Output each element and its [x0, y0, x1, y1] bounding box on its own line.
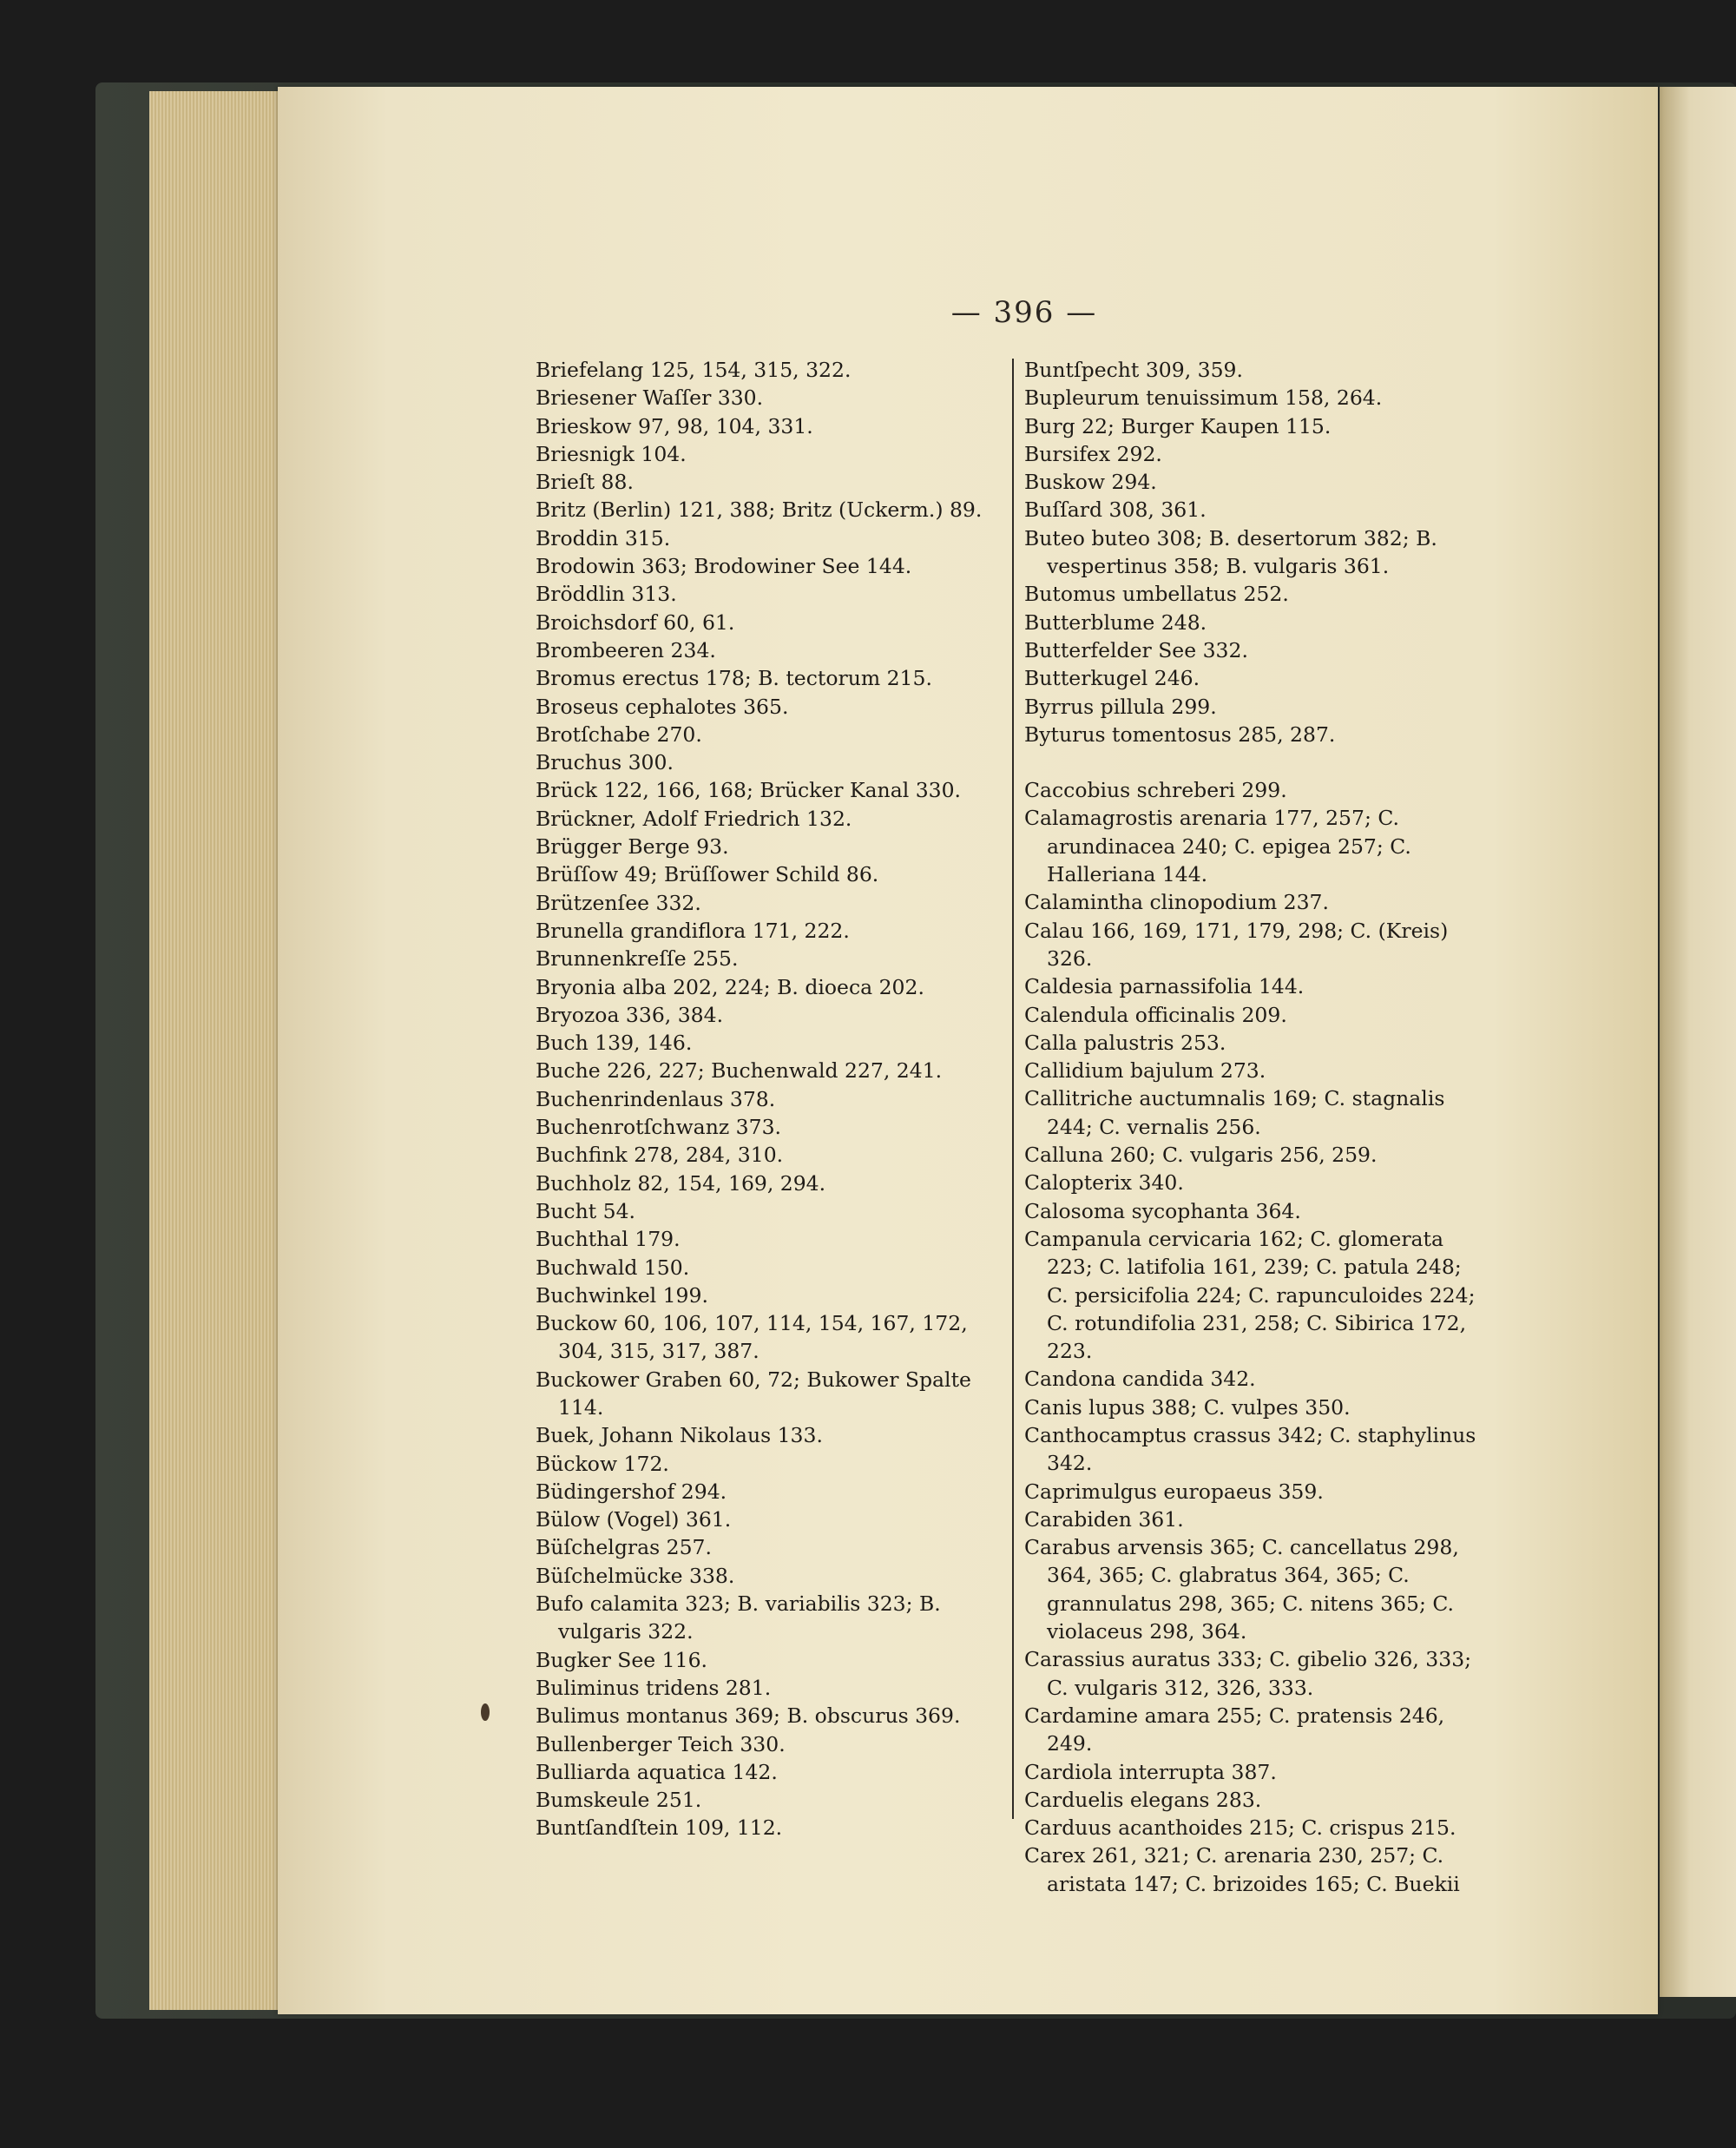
index-entry: Calamagrostis arenaria 177, 257; C. arundinacea 240; C. epigea 257; C. Halleriana 144.	[1024, 806, 1411, 887]
index-entry: Calluna 260; C. vulgaris 256, 259.	[1024, 1143, 1378, 1168]
index-entry: Butterblume 248.	[1024, 609, 1207, 635]
index-entry: Brieskow 97, 98, 104, 331.	[536, 413, 813, 438]
index-entry: Callitriche auctumnalis 169; C. stagnalis 244; C. vernalis 256.	[1024, 1086, 1445, 1139]
index-entry: Buteo buteo 308; B. desertorum 382; B. vespertinus 358; B. vulgaris 361.	[1024, 525, 1437, 579]
index-entry: Carex 261, 321; C. arenaria 230, 257; C. aristata 147; C. brizoides 165; C. Buekii	[1024, 1843, 1460, 1896]
index-entry: Buntſpecht 309, 359.	[1024, 358, 1243, 382]
index-entry: Buliminus tridens 281.	[536, 1675, 772, 1700]
column-divider	[1012, 359, 1014, 1819]
index-entry: Bufo calamita 323; B. variabilis 323; B. vulgaris 322.	[536, 1591, 941, 1644]
index-entry: Brunnenkreſſe 255.	[536, 946, 739, 972]
page-edges	[149, 91, 288, 2010]
index-entry: Bullenberger Teich 330.	[536, 1731, 786, 1756]
index-entry: Cardiola interrupta 387.	[1024, 1759, 1277, 1784]
index-entry: Canthocamptus crassus 342; C. staphylinus 342.	[1024, 1422, 1476, 1476]
index-entry: Buchholz 82, 154, 169, 294.	[536, 1170, 826, 1196]
index-entry: Bryozoa 336, 384.	[536, 1002, 724, 1027]
index-entry: Buchwald 150.	[536, 1255, 690, 1280]
index-entry: Butterfelder See 332.	[1024, 637, 1248, 662]
index-entry: Caprimulgus europaeus 359.	[1024, 1479, 1324, 1504]
index-entry: Buek, Johann Nikolaus 133.	[536, 1423, 823, 1448]
page-number: — 396 —	[950, 295, 1098, 330]
index-entry: Buchenrotſchwanz 373.	[536, 1115, 781, 1140]
index-entry: Brützenſee 332.	[536, 890, 701, 915]
index-entry: Brunella grandiflora 171, 222.	[536, 918, 850, 943]
index-entry: Buch 139, 146.	[536, 1031, 693, 1056]
index-entry: Cardamine amara 255; C. pratensis 246, 249.	[1024, 1703, 1445, 1756]
index-entry: Bulimus montanus 369; B. obscurus 369.	[536, 1703, 961, 1729]
index-entry: Britz (Berlin) 121, 388; Britz (Uckerm.) 89.	[536, 497, 983, 523]
index-entry: Buskow 294.	[1024, 470, 1157, 495]
index-entry: Büdingershof 294.	[536, 1479, 727, 1504]
index-entry: Brotſchabe 270.	[536, 721, 702, 747]
index-entry: Buntſandſtein 109, 112.	[536, 1815, 783, 1841]
ink-blot	[481, 1703, 490, 1721]
index-entry: Candona candida 342.	[1024, 1367, 1256, 1392]
index-entry: Canis lupus 388; C. vulpes 350.	[1024, 1394, 1351, 1420]
index-entry: Buckow 60, 106, 107, 114, 154, 167, 172, 304, 315, 317, 387.	[536, 1311, 968, 1364]
index-entry: Briefelang 125, 154, 315, 322.	[536, 358, 852, 382]
index-entry: Buſſard 308, 361.	[1024, 497, 1207, 523]
index-entry: Bursifex 292.	[1024, 441, 1162, 466]
index-entry: Calau 166, 169, 171, 179, 298; C. (Kreis) 326.	[1024, 918, 1449, 971]
index-entry: Caldesia parnassifolia 144.	[1024, 974, 1305, 999]
index-entry: Bückow 172.	[536, 1451, 669, 1476]
index-entry: Calamintha clinopodium 237.	[1024, 890, 1329, 915]
index-entry: Brück 122, 166, 168; Brücker Kanal 330.	[536, 778, 962, 803]
index-entry: Carabiden 361.	[1024, 1506, 1184, 1532]
index-entry: Briesener Waſſer 330.	[536, 385, 764, 411]
index-entry: Buchwinkel 199.	[536, 1282, 708, 1308]
index-entry: Brieſt 88.	[536, 470, 634, 495]
index-entry: Byturus tomentosus 285, 287.	[1024, 721, 1336, 747]
index-entry: Brügger Berge 93.	[536, 834, 729, 860]
index-entry: Butterkugel 246.	[1024, 666, 1200, 691]
index-entry: Buckower Graben 60, 72; Bukower Spalte 114.	[536, 1367, 971, 1420]
index-entry: Bucht 54.	[536, 1198, 635, 1223]
index-entry: Brodowin 363; Brodowiner See 144.	[536, 554, 912, 579]
index-entry: Calopterix 340.	[1024, 1170, 1184, 1196]
index-entry: Bupleurum tenuissimum 158, 264.	[1024, 385, 1383, 411]
facing-page-edge	[1660, 87, 1736, 1997]
index-entry: Bryonia alba 202, 224; B. dioeca 202.	[536, 974, 924, 999]
index-entry: Brüſſow 49; Brüſſower Schild 86.	[536, 862, 879, 887]
index-entry: Byrrus pillula 299.	[1024, 694, 1217, 719]
index-entry: Calosoma sycophanta 364.	[1024, 1198, 1301, 1223]
index-entry: Carassius auratus 333; C. gibelio 326, 333; C. vulgaris 312, 326, 333.	[1024, 1647, 1472, 1700]
index-entry: Bröddlin 313.	[536, 582, 677, 607]
index-entry: Carabus arvensis 365; C. cancellatus 298, 364, 365; C. glabratus 364, 365; C. grannulatus 298, 365; C. nitens 365; C. violaceus 298, 364.	[1024, 1535, 1459, 1644]
index-entry: Carduus acanthoides 215; C. crispus 215.	[1024, 1815, 1457, 1841]
index-entry: Brückner, Adolf Friedrich 132.	[536, 806, 852, 831]
index-entry: Broddin 315.	[536, 525, 671, 550]
index-entry: Carduelis elegans 283.	[1024, 1787, 1262, 1812]
index-entry: Buche 226, 227; Buchenwald 227, 241.	[536, 1058, 943, 1084]
index-entry: Brombeeren 234.	[536, 637, 716, 662]
section-gap	[1024, 748, 1484, 776]
index-entry: Bulliarda aquatica 142.	[536, 1759, 778, 1784]
index-entry: Büſchelgras 257.	[536, 1535, 712, 1560]
index-entry: Briesnigk 104.	[536, 441, 687, 466]
index-entry: Calendula officinalis 209.	[1024, 1002, 1287, 1027]
index-entry: Butomus umbellatus 252.	[1024, 582, 1289, 607]
index-entry: Büſchelmücke 338.	[536, 1563, 735, 1588]
index-entry: Buchenrindenlaus 378.	[536, 1086, 776, 1111]
index-column-right	[1024, 356, 1484, 1898]
index-entry: Callidium bajulum 273.	[1024, 1058, 1266, 1084]
index-entry: Caccobius schreberi 299.	[1024, 778, 1287, 803]
index-entry: Buchthal 179.	[536, 1227, 681, 1252]
index-entry: Buchfink 278, 284, 310.	[536, 1143, 784, 1168]
index-entry: Bromus erectus 178; B. tectorum 215.	[536, 666, 932, 691]
index-entry: Bruchus 300.	[536, 750, 674, 775]
index-entry: Broseus cephalotes 365.	[536, 694, 789, 719]
index-entry: Bülow (Vogel) 361.	[536, 1507, 732, 1532]
index-column-left	[536, 356, 1004, 1842]
index-entry: Burg 22; Burger Kaupen 115.	[1024, 413, 1332, 438]
index-entry: Calla palustris 253.	[1024, 1030, 1226, 1055]
index-entry: Bugker See 116.	[536, 1647, 708, 1672]
index-entry: Bumskeule 251.	[536, 1788, 702, 1813]
index-entry: Campanula cervicaria 162; C. glomerata 223; C. latifolia 161, 239; C. patula 248; C. persicifolia 224; C. rapunculoides 224; C. rotundifolia 231, 258; C. Sibirica 172, 223.	[1024, 1226, 1476, 1364]
index-entry: Broichsdorf 60, 61.	[536, 609, 735, 635]
